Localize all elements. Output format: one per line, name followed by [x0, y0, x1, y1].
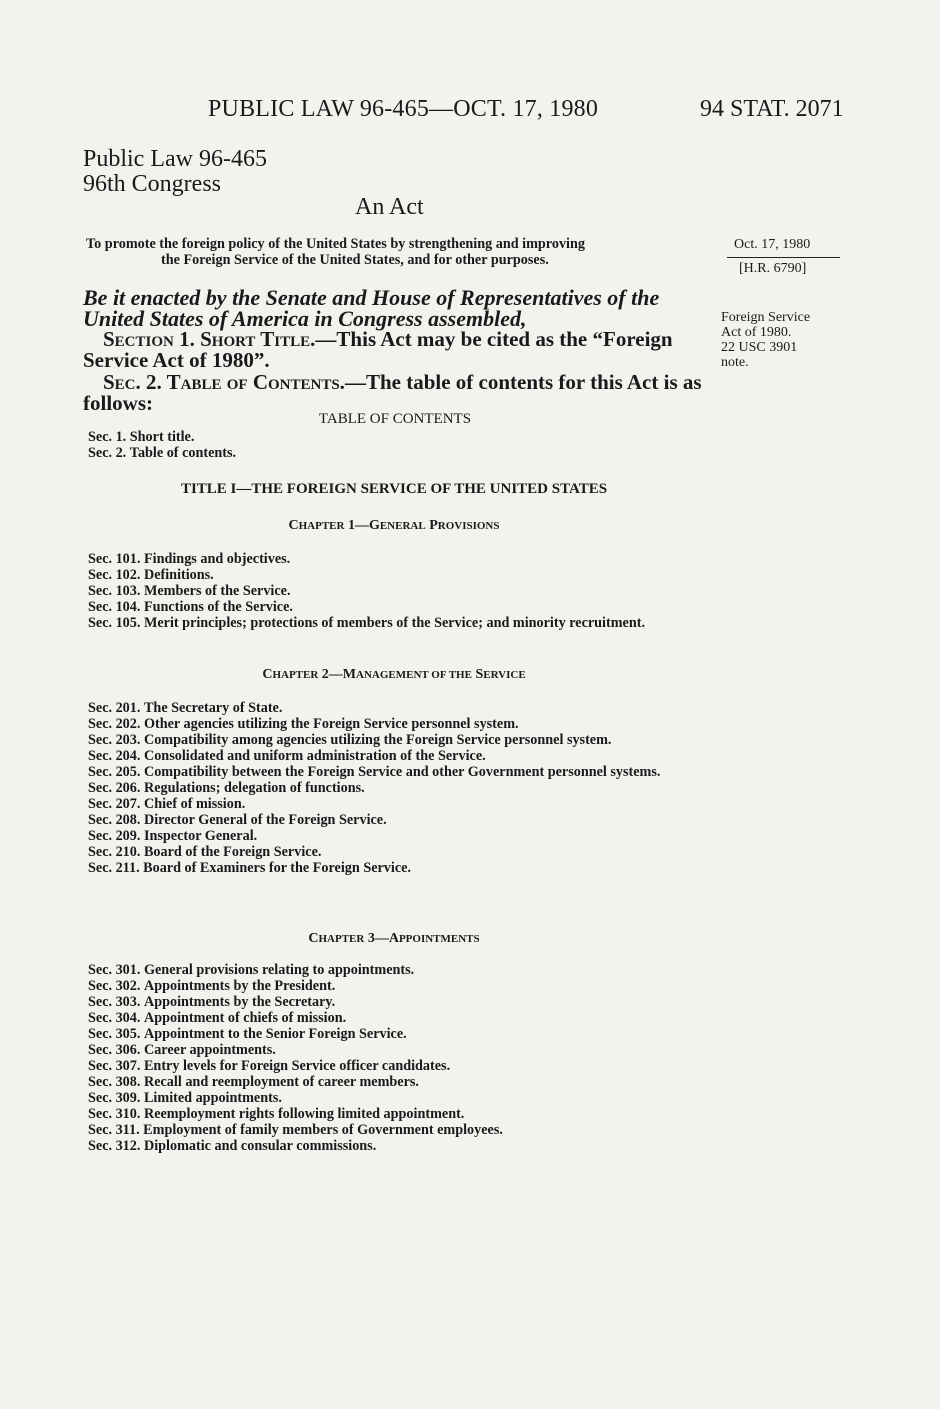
chapter-name: PPOINTMENTS: [398, 933, 480, 945]
chapter-number: 1—: [344, 518, 369, 533]
toc-entry-title: Board of the Foreign Service.: [143, 844, 322, 860]
chapter-label: HAPTER: [272, 669, 319, 681]
toc-entry-number: Sec. 203.: [88, 732, 144, 748]
chapter-2-sections: [88, 700, 718, 876]
toc-entry-title: Inspector General.: [143, 828, 258, 844]
toc-entry: [88, 1122, 718, 1138]
margin-citation-line: note.: [721, 355, 749, 370]
section-2: [83, 372, 711, 414]
toc-entry: [88, 445, 718, 461]
toc-entry: [88, 860, 718, 876]
chapter-number: 3—: [364, 931, 389, 946]
toc-entry: [88, 764, 718, 780]
act-title: An Act: [355, 194, 424, 220]
chapter-name: ERVICE: [483, 669, 526, 681]
chapter-1-heading: [0, 518, 788, 534]
chapter-name: ROVISIONS: [437, 520, 500, 532]
chapter-number: 2—: [318, 667, 343, 682]
margin-divider: [727, 257, 840, 258]
chapter-2-heading: [0, 667, 788, 683]
toc-entry-number: Sec. 206.: [88, 780, 144, 796]
chapter-3-heading: [0, 931, 788, 947]
toc-entry-number: Sec. 306.: [88, 1042, 144, 1058]
toc-entry-title: Diplomatic and consular commissions.: [143, 1138, 377, 1154]
toc-entry-title: Consolidated and uniform administration of the Service.: [143, 748, 486, 764]
chapter-1-sections: [88, 551, 718, 631]
chapter-label: C: [288, 518, 299, 533]
chapter-name: S: [471, 667, 484, 682]
purpose-clause: [86, 236, 710, 268]
toc-entry-title: Board of Examiners for the Foreign Service.: [143, 860, 411, 876]
congress-number: 96th Congress: [83, 171, 221, 197]
chapter-3-sections: [88, 962, 718, 1154]
toc-entry-title: Table of contents.: [129, 445, 237, 461]
toc-entry: [88, 732, 718, 748]
toc-entry-title: Limited appointments.: [143, 1090, 282, 1106]
title-heading: TITLE I—THE FOREIGN SERVICE OF THE UNITED STATES: [180, 481, 608, 497]
law-identification: [83, 147, 267, 197]
toc-entry-title: Other agencies utilizing the Foreign Service personnel system.: [143, 716, 519, 732]
chapter-name: M: [342, 667, 357, 682]
toc-entry: [88, 1138, 718, 1154]
statute-citation: 94 STAT. 2071: [700, 96, 844, 122]
toc-entry-number: Sec. 302.: [88, 978, 144, 994]
toc-entry-number: Sec. 101.: [88, 551, 144, 567]
purpose-line: the Foreign Service of the United States, and for other purposes.: [161, 252, 549, 268]
toc-entry-title: Findings and objectives.: [143, 551, 291, 567]
toc-entry-title: Entry levels for Foreign Service officer candidates.: [143, 1058, 451, 1074]
toc-entry-number: Sec. 205.: [88, 764, 144, 780]
toc-entry: [88, 1010, 718, 1026]
toc-entry-title: The Secretary of State.: [143, 700, 283, 716]
toc-entry-title: Appointments by the President.: [143, 978, 336, 994]
chapter-label: C: [308, 931, 319, 946]
toc-entry-number: Sec. 305.: [88, 1026, 144, 1042]
toc-entry: [88, 844, 718, 860]
toc-entry-number: Sec. 202.: [88, 716, 144, 732]
toc-entry: [88, 716, 718, 732]
section-1: [83, 329, 711, 371]
toc-entry: [88, 567, 718, 583]
chapter-name: A: [388, 931, 399, 946]
toc-entry-title: Regulations; delegation of functions.: [143, 780, 365, 796]
toc-entry-number: Sec. 209.: [88, 828, 144, 844]
toc-entry: [88, 828, 718, 844]
chapter-label: HAPTER: [298, 520, 345, 532]
toc-entry: [88, 700, 718, 716]
toc-entry-number: Sec. 207.: [88, 796, 144, 812]
chapter-name: P: [425, 518, 438, 533]
toc-entry-title: Reemployment rights following limited appointment.: [143, 1106, 465, 1122]
toc-entry-number: Sec. 105.: [88, 615, 144, 631]
toc-entry-number: Sec. 102.: [88, 567, 144, 583]
toc-entry-title: Functions of the Service.: [143, 599, 293, 615]
toc-front-list: [88, 429, 718, 461]
toc-entry-title: Appointments by the Secretary.: [143, 994, 336, 1010]
toc-entry: [88, 748, 718, 764]
margin-citation-line: Foreign Service: [721, 310, 811, 325]
toc-entry: [88, 1026, 718, 1042]
toc-entry: [88, 780, 718, 796]
toc-entry: [88, 615, 718, 631]
toc-entry: [88, 1042, 718, 1058]
toc-entry: [88, 551, 718, 567]
toc-entry-number: Sec. 204.: [88, 748, 144, 764]
section-1-label: Section 1. Short Title.: [103, 327, 316, 351]
toc-entry-title: Compatibility among agencies utilizing the Foreign Service personnel system.: [143, 732, 612, 748]
toc-entry-number: Sec. 310.: [88, 1106, 144, 1122]
toc-entry-number: Sec. 309.: [88, 1090, 144, 1106]
toc-entry-number: Sec. 201.: [88, 700, 144, 716]
section-1-text: —This Act may be cited as the “Foreign Service Act of 1980”.: [83, 327, 673, 372]
section-2-label: Sec. 2. Table of Contents.: [103, 370, 345, 394]
toc-entry-number: Sec. 211.: [88, 860, 144, 876]
chapter-name: G: [368, 518, 380, 533]
toc-entry: [88, 1074, 718, 1090]
chapter-name: ANAGEMENT OF THE: [356, 669, 472, 681]
toc-entry-number: Sec. 304.: [88, 1010, 144, 1026]
toc-entry: [88, 429, 718, 445]
toc-entry: [88, 978, 718, 994]
toc-entry-title: Recall and reemployment of career members.: [143, 1074, 419, 1090]
toc-entry-title: Short title.: [129, 429, 195, 445]
toc-entry-number: Sec. 210.: [88, 844, 144, 860]
toc-entry-title: Employment of family members of Government employees.: [143, 1122, 503, 1138]
toc-entry: [88, 812, 718, 828]
toc-entry-number: Sec. 307.: [88, 1058, 144, 1074]
toc-entry-title: Definitions.: [143, 567, 214, 583]
toc-entry: [88, 796, 718, 812]
toc-entry-number: Sec. 312.: [88, 1138, 144, 1154]
toc-entry: [88, 962, 718, 978]
toc-entry: [88, 599, 718, 615]
toc-entry-number: Sec. 1.: [88, 429, 130, 445]
toc-entry-number: Sec. 308.: [88, 1074, 144, 1090]
toc-heading: TABLE OF CONTENTS: [318, 411, 472, 427]
toc-entry-title: Appointment of chiefs of mission.: [143, 1010, 347, 1026]
toc-entry-number: Sec. 104.: [88, 599, 144, 615]
toc-entry: [88, 583, 718, 599]
enacting-clause: Be it enacted by the Senate and House of Representatives of the United States of America in Congress assembled,: [83, 285, 660, 331]
margin-citation: [721, 310, 851, 370]
toc-entry: [88, 1058, 718, 1074]
toc-entry-title: Members of the Service.: [143, 583, 291, 599]
toc-entry-title: Merit principles; protections of members of the Service; and minority recruitment.: [143, 615, 646, 631]
toc-entry-title: Compatibility between the Foreign Service and other Government personnel systems.: [143, 764, 661, 780]
margin-citation-line: Act of 1980.: [721, 325, 792, 340]
chapter-label: HAPTER: [318, 933, 365, 945]
margin-bill-number: [H.R. 6790]: [739, 261, 807, 276]
toc-entry: [88, 1106, 718, 1122]
toc-entry-title: General provisions relating to appointments.: [143, 962, 415, 978]
toc-entry-title: Chief of mission.: [143, 796, 246, 812]
toc-entry-title: Appointment to the Senior Foreign Service.: [143, 1026, 407, 1042]
toc-entry-number: Sec. 311.: [88, 1122, 144, 1138]
chapter-label: C: [262, 667, 273, 682]
toc-entry-title: Director General of the Foreign Service.: [143, 812, 387, 828]
margin-date: Oct. 17, 1980: [734, 237, 811, 252]
toc-entry-number: Sec. 301.: [88, 962, 144, 978]
toc-entry-number: Sec. 303.: [88, 994, 144, 1010]
running-title: PUBLIC LAW 96-465—OCT. 17, 1980: [208, 96, 599, 122]
toc-entry-number: Sec. 2.: [88, 445, 130, 461]
section-2-text: —The table of contents for this Act is as follows:: [83, 370, 702, 415]
chapter-name: ENERAL: [379, 520, 426, 532]
public-law-number: Public Law 96-465: [83, 146, 267, 172]
toc-entry-title: Career appointments.: [143, 1042, 276, 1058]
purpose-line: To promote the foreign policy of the United States by strengthening and improving: [86, 236, 585, 252]
margin-citation-line: 22 USC 3901: [721, 340, 798, 355]
toc-entry: [88, 994, 718, 1010]
toc-entry-number: Sec. 208.: [88, 812, 144, 828]
toc-entry-number: Sec. 103.: [88, 583, 144, 599]
toc-entry: [88, 1090, 718, 1106]
